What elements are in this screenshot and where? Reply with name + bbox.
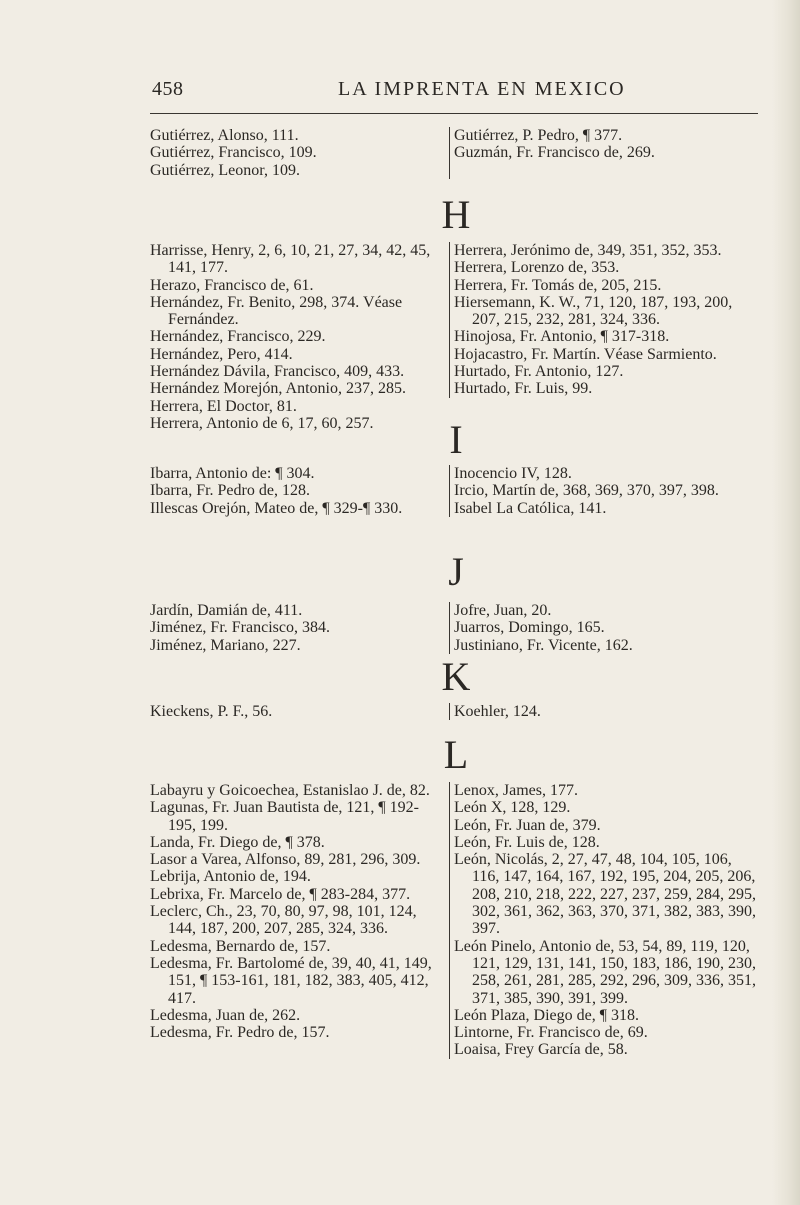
index-entry: Hiersemann, K. W., 71, 120, 187, 193, 200, 207, 215, 232, 281, 324, 336. — [454, 293, 733, 329]
index-entry: Hernández, Francisco, 229. — [150, 328, 326, 346]
index-entry: Lagunas, Fr. Juan Bautista de, 121, ¶ 192-195, 199. — [150, 799, 419, 834]
index-entry: Gutiérrez, P. Pedro, ¶ 377. — [454, 127, 623, 144]
index-entry: Landa, Fr. Diego de, ¶ 378. — [150, 833, 325, 851]
index-entry: Herrera, Fr. Tomás de, 205, 215. — [454, 276, 662, 294]
k-left-column — [150, 703, 445, 720]
page-edge-shadow — [772, 0, 800, 1205]
index-entry: Hernández, Pero, 414. — [150, 345, 293, 363]
h-right-column — [449, 242, 759, 398]
index-entry: León, Nicolás, 2, 27, 47, 48, 104, 105, 106, 116, 147, 164, 167, 192, 195, 204, 205, 206, 208, 210, 218, 222, 227, 237, 259, 284, 295, 302, 361, 362, 363, 370, 371, 382, 383, 390, 397. — [454, 851, 756, 938]
index-entry: Lebrixa, Fr. Marcelo de, ¶ 283-284, 377. — [150, 885, 411, 903]
index-entry: Hernández, Fr. Benito, 298, 374. Véase Fernández. — [150, 293, 403, 329]
index-entry: Ledesma, Fr. Bartolomé de, 39, 40, 41, 149, 151, ¶ 153-161, 181, 182, 383, 405, 412, 417. — [150, 954, 432, 1007]
index-entry: Isabel La Católica, 141. — [454, 499, 607, 517]
index-entry: Lenox, James, 177. — [454, 782, 578, 799]
section-letter-k: K — [441, 654, 471, 699]
section-letter-l: L — [443, 732, 469, 777]
index-entry: Gutiérrez, Alonso, 111. — [150, 127, 299, 144]
section-letter-j: J — [448, 549, 464, 594]
index-entry: Guzmán, Fr. Francisco de, 269. — [454, 144, 655, 162]
index-entry: Illescas Orejón, Mateo de, ¶ 329-¶ 330. — [150, 499, 403, 517]
index-entry: Lebrija, Antonio de, 194. — [150, 868, 311, 886]
index-entry: Jiménez, Mariano, 227. — [150, 636, 301, 654]
index-entry: León, Fr. Juan de, 379. — [454, 816, 601, 834]
index-entry: Ircio, Martín de, 368, 369, 370, 397, 398. — [454, 482, 719, 500]
index-entry: Gutiérrez, Leonor, 109. — [150, 161, 300, 179]
index-entry: Herrera, Jerónimo de, 349, 351, 352, 353. — [454, 242, 722, 259]
index-entry: Herrera, El Doctor, 81. — [150, 397, 297, 415]
page-number: 458 — [152, 78, 184, 100]
index-entry: Jardín, Damián de, 411. — [150, 602, 303, 619]
index-entry: Herazo, Francisco de, 61. — [150, 276, 314, 294]
i-right-column — [449, 465, 759, 517]
index-entry: Hernández Dávila, Francisco, 409, 433. — [150, 363, 405, 381]
index-entry: Herrera, Lorenzo de, 353. — [454, 259, 620, 277]
index-entry: Hojacastro, Fr. Martín. Véase Sarmiento. — [454, 345, 717, 363]
index-entry: Gutiérrez, Francisco, 109. — [150, 144, 317, 162]
g-right-column — [449, 127, 759, 179]
index-entry: Jofre, Juan, 20. — [454, 602, 552, 619]
index-entry: León, Fr. Luis de, 128. — [454, 833, 600, 851]
index-entry: Labayru y Goicoechea, Estanislao J. de, 82. — [150, 782, 430, 799]
index-entry: Loaisa, Frey García de, 58. — [454, 1041, 628, 1059]
l-right-column — [449, 782, 759, 1059]
index-entry: Ledesma, Bernardo de, 157. — [150, 937, 331, 955]
index-entry: Inocencio IV, 128. — [454, 465, 572, 482]
index-entry: Hurtado, Fr. Antonio, 127. — [454, 363, 624, 381]
g-left-column — [150, 127, 445, 179]
index-entry: Herrera, Antonio de 6, 17, 60, 257. — [150, 414, 374, 432]
index-entry: Ibarra, Antonio de: ¶ 304. — [150, 465, 315, 482]
index-entry: León X, 128, 129. — [454, 799, 571, 817]
index-entry: Hernández Morejón, Antonio, 237, 285. — [150, 380, 406, 398]
index-entry: Justiniano, Fr. Vicente, 162. — [454, 636, 633, 654]
l-left-column — [150, 782, 445, 1041]
index-entry: Lasor a Varea, Alfonso, 89, 281, 296, 309. — [150, 851, 421, 869]
index-entry: Ledesma, Juan de, 262. — [150, 1006, 301, 1024]
index-entry: Ledesma, Fr. Pedro de, 157. — [150, 1024, 330, 1042]
index-entry: Harrisse, Henry, 2, 6, 10, 21, 27, 34, 42, 45, 141, 177. — [150, 242, 431, 277]
index-entry: Jiménez, Fr. Francisco, 384. — [150, 619, 330, 637]
index-entry: Leclerc, Ch., 23, 70, 80, 97, 98, 101, 124, 144, 187, 200, 207, 285, 324, 336. — [150, 903, 417, 938]
index-entry: León Pinelo, Antonio de, 53, 54, 89, 119, 120, 121, 129, 131, 141, 150, 183, 186, 190, 230, 258, 261, 281, 285, 292, 296, 309, 336, 351, 371, 385, 390, 391, 399. — [454, 937, 756, 1007]
index-entry: Kieckens, P. F., 56. — [150, 703, 273, 720]
index-entry: Ibarra, Fr. Pedro de, 128. — [150, 482, 310, 500]
index-entry: Hinojosa, Fr. Antonio, ¶ 317-318. — [454, 328, 670, 346]
index-entry: Lintorne, Fr. Francisco de, 69. — [454, 1024, 648, 1042]
header-rule — [150, 113, 758, 114]
j-right-column — [449, 602, 759, 654]
index-entry: Hurtado, Fr. Luis, 99. — [454, 380, 593, 398]
i-left-column — [150, 465, 445, 517]
index-entry: Koehler, 124. — [454, 703, 541, 720]
index-entry: León Plaza, Diego de, ¶ 318. — [454, 1006, 639, 1024]
section-letter-i: I — [449, 417, 463, 462]
section-letter-h: H — [441, 192, 471, 237]
h-left-column — [150, 242, 445, 432]
j-left-column — [150, 602, 445, 654]
running-title: LA IMPRENTA EN MEXICO — [338, 78, 626, 100]
k-right-column — [449, 703, 759, 720]
index-entry: Juarros, Domingo, 165. — [454, 619, 605, 637]
